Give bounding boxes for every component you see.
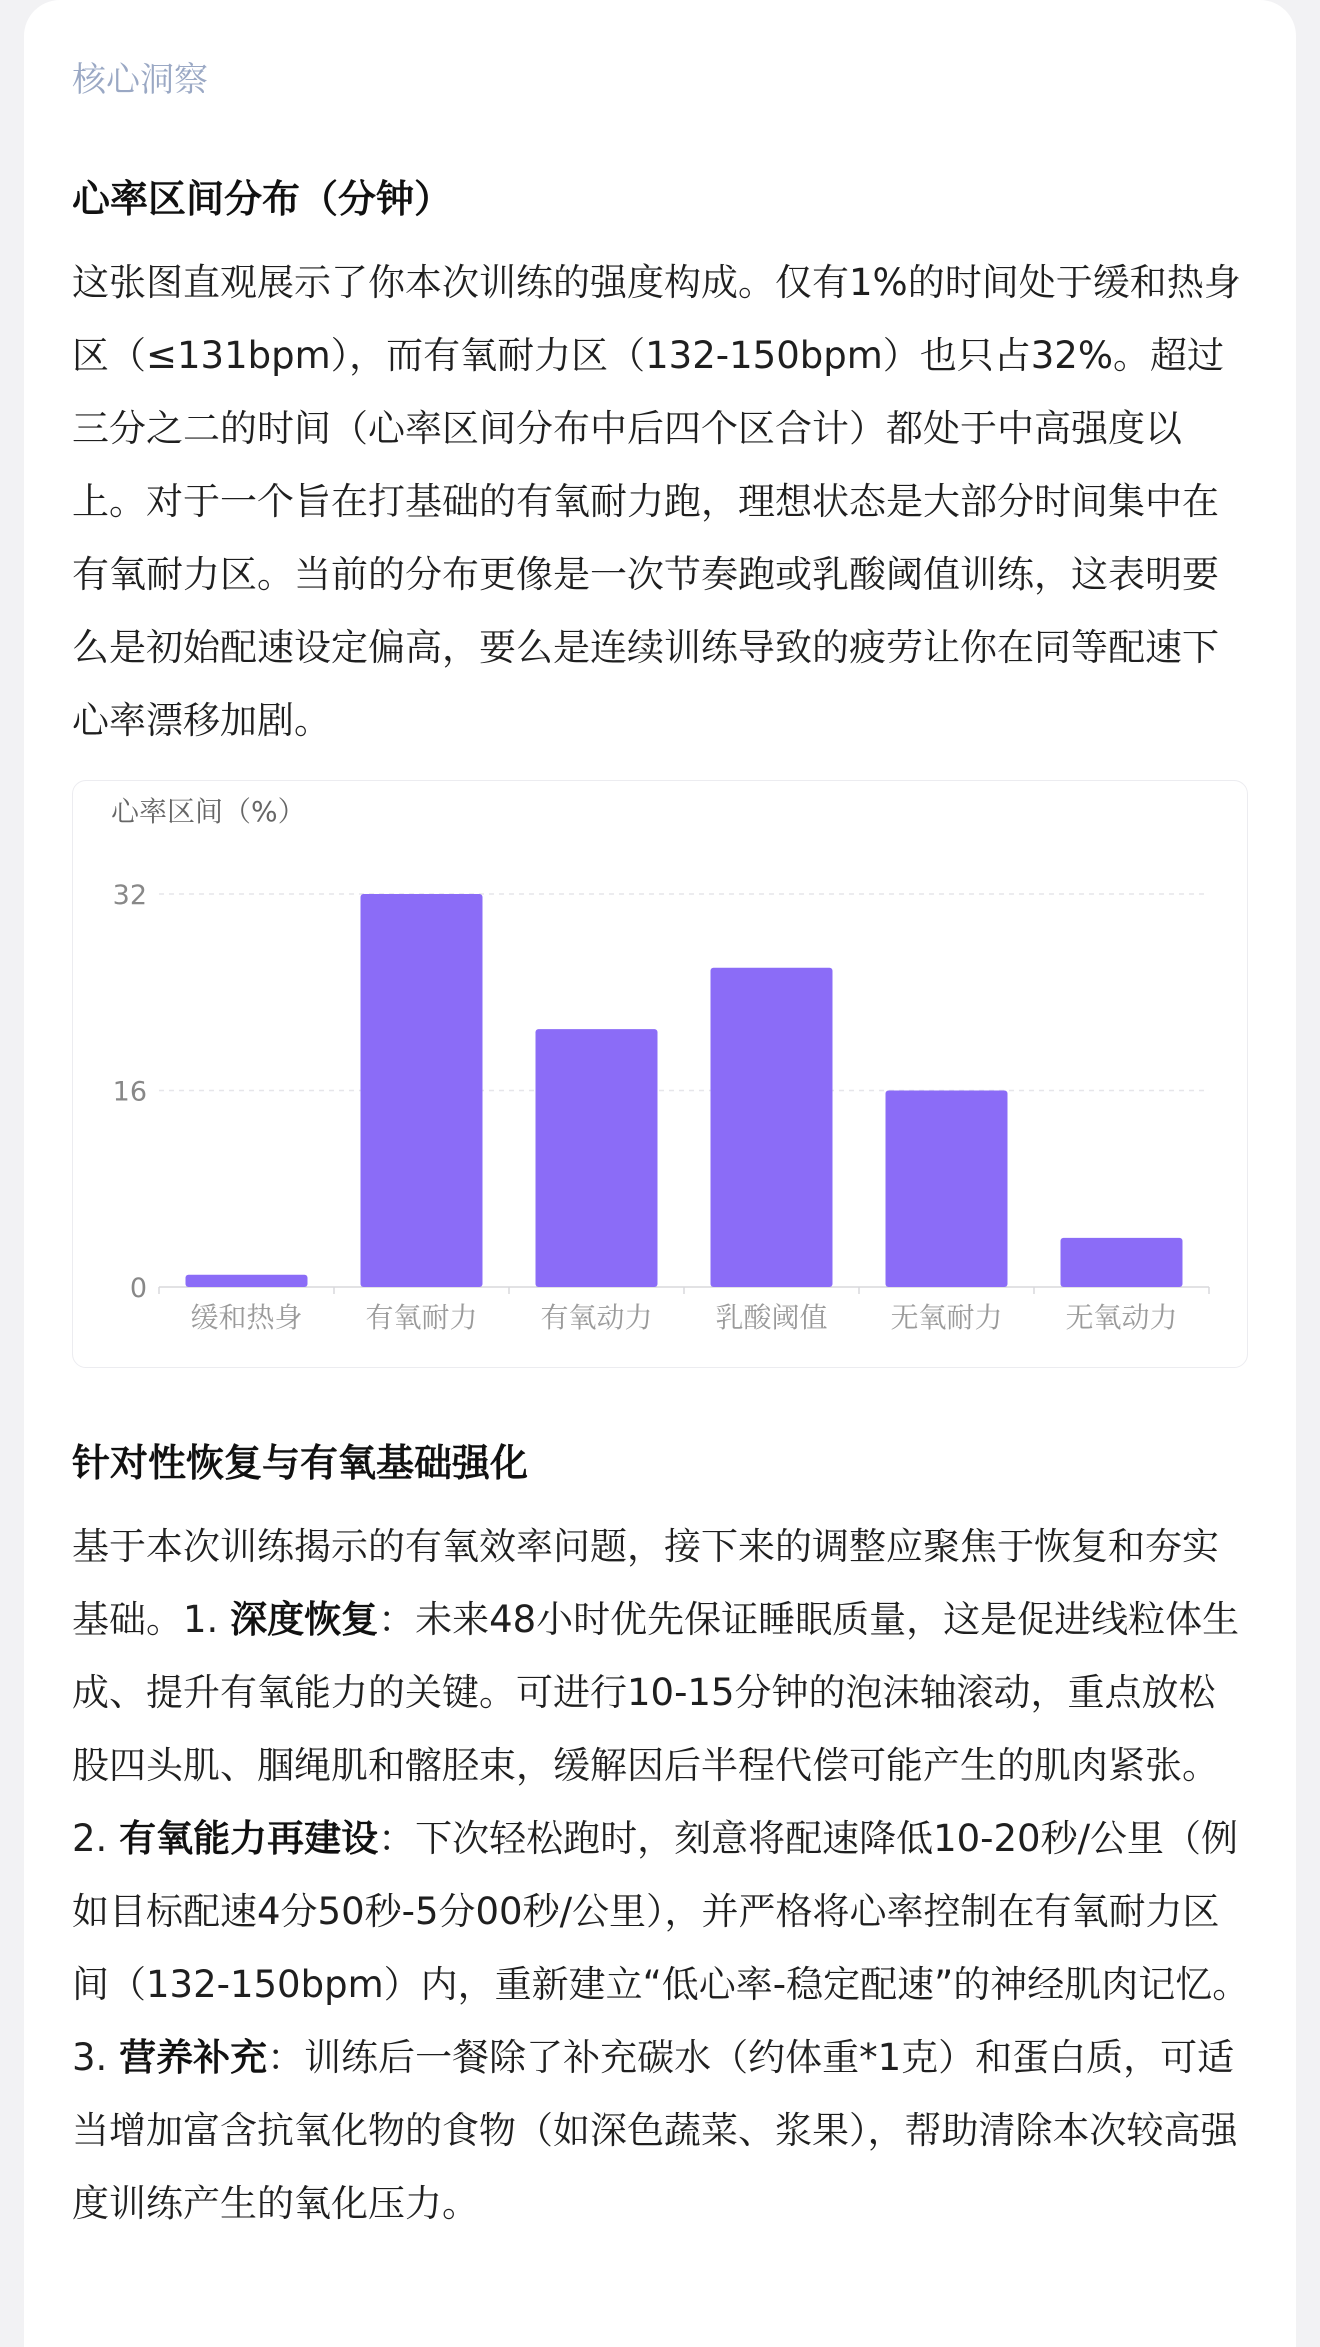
zone-section-paragraph: 这张图直观展示了你本次训练的强度构成。仅有1%的时间处于缓和热身区（≤131bpm），而有氧耐力区（132-150bpm）也只占32%。超过三分之二的时间（心率区间分布中后四个区合计）都处于中高强度以上。对于一个旨在打基础的有氧耐力跑，理想状态是大部分时间集中在有氧耐力区。当前的分布更像是一次节奏跑或乳酸阈值训练，这表明要么是初始配速设定偏高，要么是连续训练导致的疲劳让你在同等配速下心率漂移加剧。 [72, 261, 1241, 742]
recover-text-4: ：训练后一餐除了补充碳水（约体重*1克）和蛋白质，可适当增加富含抗氧化物的食物（如深色蔬菜、浆果），帮助清除本次较高强度训练产生的氧化压力。 [72, 2036, 1238, 2225]
recover-text-3: ：下次轻松跑时，刻意将配速降低10-20秒/公里（例如目标配速4分50秒-5分00秒/公里），并严格将心率控制在有氧耐力区间（132-150bpm）内，重新建立“低心率-稳定配速”的神经肌肉记忆。3. [72, 1817, 1250, 2079]
x-tick-label: 缓和热身 [190, 1301, 303, 1334]
recover-bold-2: 有氧能力再建设 [119, 1817, 379, 1860]
recover-section-paragraph [72, 1510, 1252, 2240]
bar [886, 1091, 1008, 1288]
y-tick-label: 0 [129, 1273, 147, 1304]
heart-rate-zone-chart [72, 780, 1248, 1368]
recover-section-title: 针对性恢复与有氧基础强化 [72, 1441, 529, 1485]
y-tick-label: 32 [112, 880, 147, 911]
x-tick-label: 无氧动力 [1065, 1301, 1178, 1334]
recover-text-1: 基于本次训练揭示的有氧效率问题，接下来的调整应聚焦于恢复和夯实基础。1. [72, 1525, 1219, 1641]
chart-svg [73, 781, 1247, 1367]
x-tick-label: 有氧耐力 [365, 1301, 478, 1334]
x-tick-label: 乳酸阈值 [715, 1301, 828, 1334]
bar [361, 894, 483, 1287]
x-tick-label: 有氧动力 [540, 1301, 653, 1334]
y-tick-label: 16 [112, 1076, 147, 1108]
section-label: 核心洞察 [72, 60, 208, 100]
chart-title: 心率区间（%） [111, 795, 306, 828]
bar [536, 1029, 658, 1287]
bar [186, 1275, 308, 1287]
bar [711, 968, 833, 1287]
recover-text-2: ：未来48小时优先保证睡眠质量，这是促进线粒体生成、提升有氧能力的关键。可进行10-15分钟的泡沫轴滚动，重点放松股四头肌、腘绳肌和髂胫束，缓解因后半程代偿可能产生的肌肉紧张。2. [72, 1598, 1240, 1860]
bar [1061, 1238, 1183, 1287]
recover-bold-1: 深度恢复 [230, 1598, 379, 1641]
recover-bold-3: 营养补充 [119, 2036, 268, 2079]
x-tick-label: 无氧耐力 [890, 1301, 1003, 1334]
zone-section-title: 心率区间分布（分钟） [72, 177, 453, 221]
